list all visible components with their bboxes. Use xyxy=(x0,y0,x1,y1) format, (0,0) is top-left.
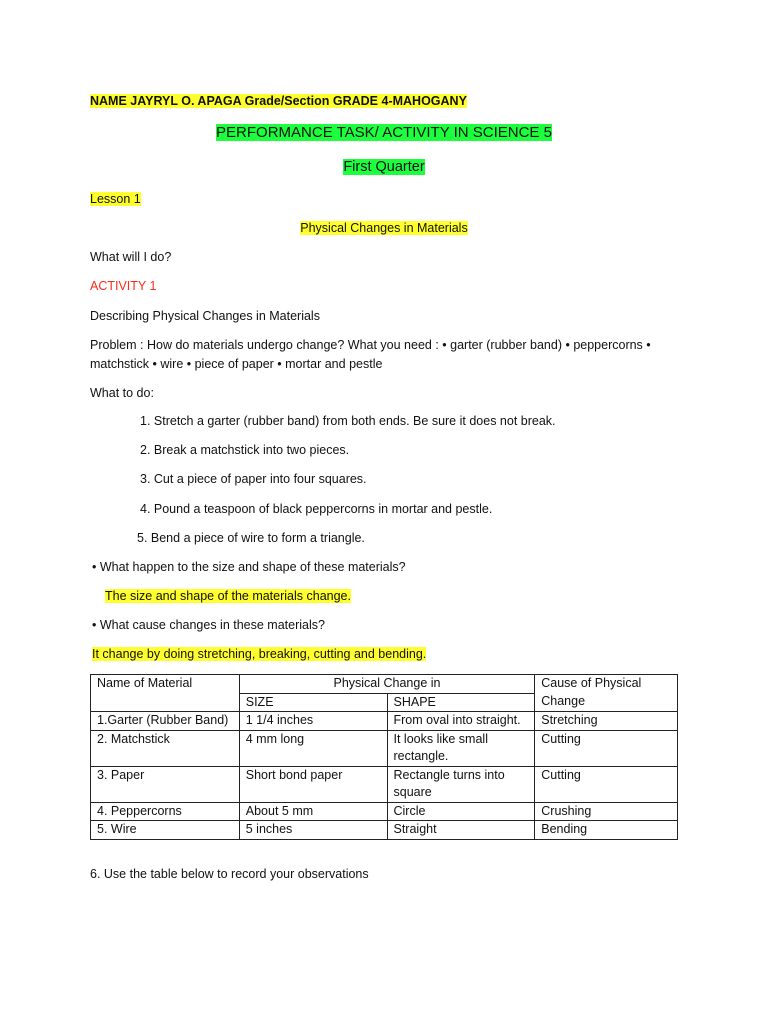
answer-1: The size and shape of the materials change. xyxy=(105,589,351,603)
name-grade-line: NAME JAYRYL O. APAGA Grade/Section GRADE 4-MAHOGANY xyxy=(90,94,467,108)
cell-cause: Cutting xyxy=(535,766,678,802)
activity-label: ACTIVITY 1 xyxy=(90,279,157,293)
table-row xyxy=(91,821,678,840)
lesson-title-row xyxy=(0,221,768,235)
table-row xyxy=(91,802,678,821)
cell-size: 1 1/4 inches xyxy=(239,712,387,731)
what-to-do: What to do: xyxy=(90,386,154,400)
question-1: • What happen to the size and shape of these materials? xyxy=(92,560,406,574)
header-cause-line1: Cause of Physical xyxy=(541,676,642,690)
cell-cause: Stretching xyxy=(535,712,678,731)
header-shape: SHAPE xyxy=(387,693,535,712)
lesson-title: Physical Changes in Materials xyxy=(300,221,468,235)
step-item: 3. Cut a piece of paper into four squares. xyxy=(140,472,367,486)
answer-1-row xyxy=(105,589,351,603)
cell-size: 4 mm long xyxy=(239,730,387,766)
table-row xyxy=(91,712,678,731)
cell-cause: Cutting xyxy=(535,730,678,766)
cell-shape: Circle xyxy=(387,802,535,821)
step-6: 6. Use the table below to record your observations xyxy=(90,867,369,881)
answer-2: It change by doing stretching, breaking, cutting and bending. xyxy=(92,647,427,661)
step-item: 4. Pound a teaspoon of black peppercorns in mortar and pestle. xyxy=(140,502,493,516)
lesson-row xyxy=(90,192,141,206)
header-cause-line2: Change xyxy=(541,693,586,708)
student-info xyxy=(90,94,467,108)
header-physical-change: Physical Change in xyxy=(239,675,535,694)
header-cause xyxy=(535,675,678,712)
header-name-of-material: Name of Material xyxy=(91,675,240,712)
observation-table xyxy=(90,674,678,840)
quarter-label: First Quarter xyxy=(343,159,425,175)
cell-material: 3. Paper xyxy=(91,766,240,802)
title-row xyxy=(0,124,768,141)
what-will-i-do: What will I do? xyxy=(90,250,172,264)
step-item: 2. Break a matchstick into two pieces. xyxy=(140,443,350,457)
cell-cause: Bending xyxy=(535,821,678,840)
cell-shape: From oval into straight. xyxy=(387,712,535,731)
table-row xyxy=(91,766,678,802)
problem-line-1: Problem : How do materials undergo change? What you need : • garter (rubber band) • peppercorns • xyxy=(90,338,651,352)
lesson-label: Lesson 1 xyxy=(90,192,141,206)
cell-material: 1.Garter (Rubber Band) xyxy=(91,712,240,731)
step-item: 1. Stretch a garter (rubber band) from both ends. Be sure it does not break. xyxy=(140,414,556,428)
cell-cause: Crushing xyxy=(535,802,678,821)
table-row xyxy=(91,730,678,766)
page-title: PERFORMANCE TASK/ ACTIVITY IN SCIENCE 5 xyxy=(216,124,552,141)
problem-line-2: matchstick • wire • piece of paper • mortar and pestle xyxy=(90,357,383,371)
table-header-row xyxy=(91,675,678,694)
cell-material: 4. Peppercorns xyxy=(91,802,240,821)
cell-shape: It looks like small rectangle. xyxy=(387,730,535,766)
activity-title: Describing Physical Changes in Materials xyxy=(90,309,320,323)
cell-material: 5. Wire xyxy=(91,821,240,840)
step-item: 5. Bend a piece of wire to form a triangle. xyxy=(137,531,365,545)
cell-shape: Rectangle turns into square xyxy=(387,766,535,802)
cell-size: About 5 mm xyxy=(239,802,387,821)
answer-2-row xyxy=(92,647,426,661)
question-2: • What cause changes in these materials? xyxy=(92,618,325,632)
cell-material: 2. Matchstick xyxy=(91,730,240,766)
cell-shape: Straight xyxy=(387,821,535,840)
cell-size: 5 inches xyxy=(239,821,387,840)
quarter-row xyxy=(0,159,768,175)
header-size: SIZE xyxy=(239,693,387,712)
cell-size: Short bond paper xyxy=(239,766,387,802)
